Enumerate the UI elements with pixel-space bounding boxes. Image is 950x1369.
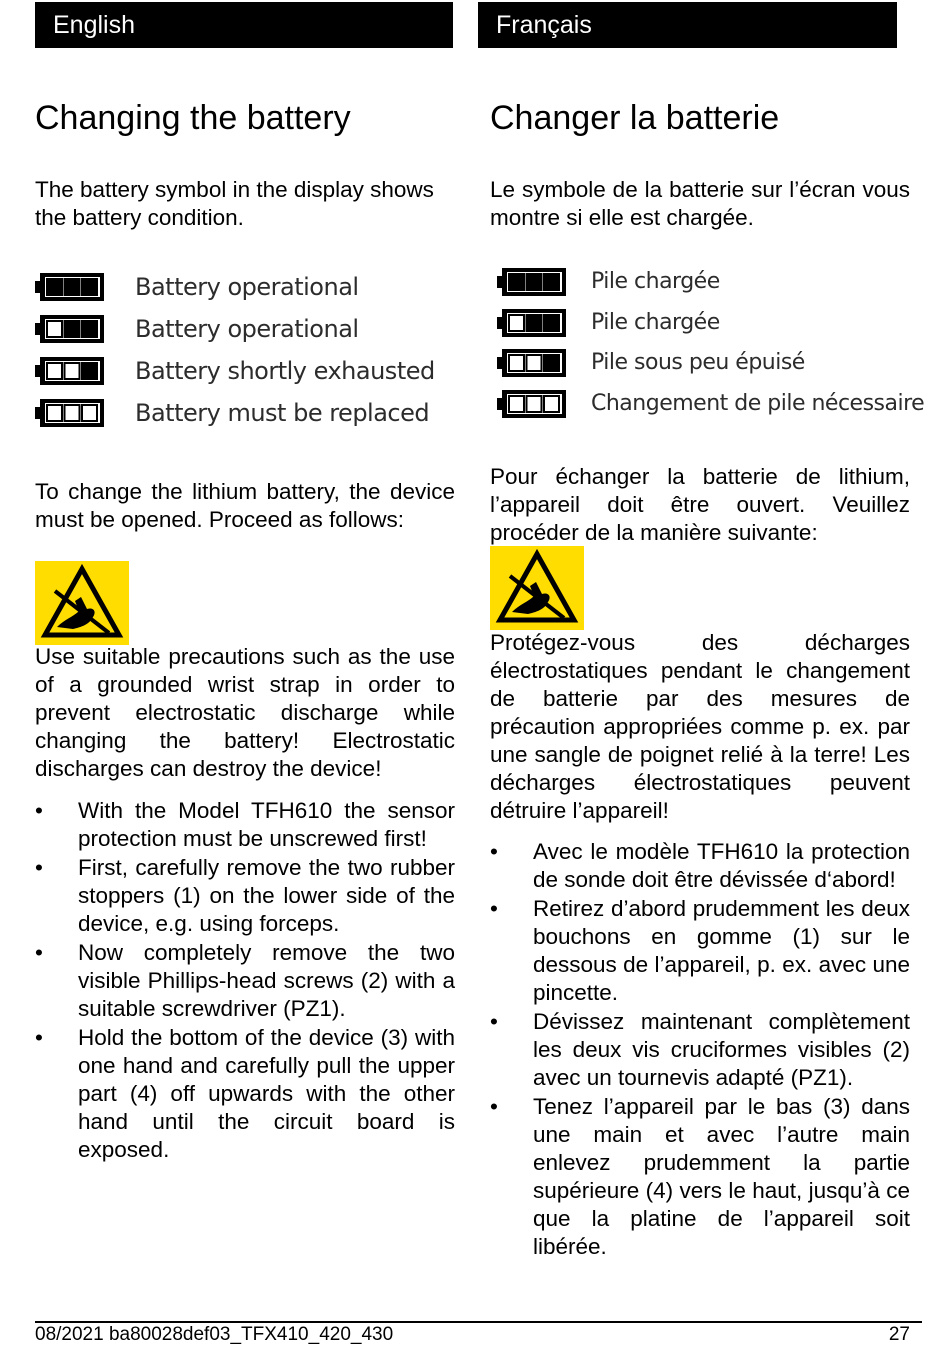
battery-legend-label: Changement de pile nécessaire — [591, 390, 925, 416]
step-text: Retirez d’abord prudemment les deux bouchons en gomme (1) sur le dessous de l’appareil, p. ex. avec une pincette. — [533, 896, 910, 1005]
bullet-icon: • — [35, 940, 43, 965]
battery-empty-icon — [35, 398, 105, 428]
list-item — [35, 797, 455, 853]
battery-two-thirds-icon — [35, 314, 105, 344]
list-item — [35, 1024, 455, 1164]
bullet-icon: • — [490, 839, 498, 864]
bullet-icon: • — [490, 1009, 498, 1034]
bullet-icon: • — [35, 798, 43, 823]
step-text: Dévissez maintenant complètement les deux vis cruciformes visibles (2) avec un tournevis adapté (PZ1). — [533, 1009, 910, 1090]
list-item — [35, 939, 455, 1023]
steps-list-french — [490, 838, 910, 1262]
battery-legend-label: Pile chargée — [591, 269, 720, 294]
battery-full-icon — [35, 272, 105, 302]
esd-warning-icon — [490, 546, 584, 630]
list-item — [490, 838, 910, 894]
esd-warning-english: Use suitable precautions such as the use of a grounded wrist strap in order to prevent electrostatic discharge while changing the battery! Electrostatic discharges can destroy the device! — [35, 644, 455, 781]
battery-legend-english — [35, 272, 455, 440]
change-intro-french: Pour échanger la batterie de lithium, l’appareil doit être ouvert. Veuillez procéder de la manière suivante: — [490, 464, 910, 545]
steps-list-english — [35, 797, 455, 1165]
battery-legend-label: Battery must be replaced — [135, 399, 430, 427]
battery-legend-item — [35, 272, 455, 314]
footer-doc-ref: 08/2021 ba80028def03_TFX410_420_430 — [35, 1324, 394, 1345]
bullet-icon: • — [35, 855, 43, 880]
battery-legend-label: Battery operational — [135, 315, 359, 343]
battery-legend-label: Battery operational — [135, 273, 359, 301]
battery-low-icon — [35, 356, 105, 386]
battery-two-thirds-icon — [497, 308, 567, 338]
step-text: With the Model TFH610 the sensor protection must be unscrewed first! — [78, 798, 455, 851]
list-item — [490, 1093, 910, 1261]
battery-legend-item — [35, 314, 455, 356]
bullet-icon: • — [490, 896, 498, 921]
battery-legend-item — [497, 348, 917, 389]
esd-warning-icon — [35, 561, 129, 645]
battery-intro-french: Le symbole de la batterie sur l’écran vous montre si elle est chargée. — [490, 177, 910, 230]
battery-legend-label: Pile sous peu épuisé — [591, 350, 805, 375]
change-intro-english: To change the lithium battery, the device must be opened. Proceed as follows: — [35, 479, 455, 532]
lang-header-english: English — [35, 2, 453, 48]
lang-header-french: Français — [478, 2, 897, 48]
bullet-icon: • — [490, 1094, 498, 1119]
battery-legend-label: Pile chargée — [591, 309, 720, 335]
list-item — [490, 895, 910, 1007]
battery-low-icon — [497, 348, 567, 378]
bullet-icon: • — [35, 1025, 43, 1050]
step-text: Tenez l’appareil par le bas (3) dans une main et avec l’autre main enlevez prudemment la partie supérieure (4) vers le haut, jusqu’à ce que la platine de l’appareil soit libérée. — [533, 1094, 910, 1259]
battery-empty-icon — [497, 389, 567, 419]
battery-intro-english: The battery symbol in the display shows the battery condition. — [35, 177, 434, 230]
list-item — [490, 1008, 910, 1092]
battery-legend-french — [497, 267, 925, 429]
step-text: First, carefully remove the two rubber stoppers (1) on the lower side of the device, e.g. using forceps. — [78, 855, 455, 936]
esd-warning-french: Protégez-vous des décharges électrostatiques pendant le changement de batterie par des mesures de précaution appropriées comme p. ex. par une sangle de poignet relié à la terre! Les décharges électrostatiques peuvent détruire l’appareil! — [490, 630, 910, 823]
battery-legend-label: Battery shortly exhausted — [135, 357, 435, 385]
battery-legend-item — [35, 398, 455, 440]
step-text: Hold the bottom of the device (3) with one hand and carefully pull the upper part (4) off upwards with the other hand until the circuit board is exposed. — [78, 1025, 455, 1162]
step-text: Now completely remove the two visible Phillips-head screws (2) with a suitable screwdriver (PZ1). — [78, 940, 455, 1021]
step-text: Avec le modèle TFH610 la protection de sonde doit être dévissée d‘abord! — [533, 839, 910, 892]
list-item — [35, 854, 455, 938]
footer-page-number: 27 — [888, 1324, 910, 1345]
page-title-french: Changer la batterie — [490, 99, 780, 137]
battery-legend-item — [497, 389, 925, 430]
battery-full-icon — [497, 267, 567, 297]
battery-legend-item — [35, 356, 455, 398]
page-title-english: Changing the battery — [35, 99, 351, 137]
battery-legend-item — [497, 267, 917, 308]
battery-legend-item — [497, 308, 917, 349]
